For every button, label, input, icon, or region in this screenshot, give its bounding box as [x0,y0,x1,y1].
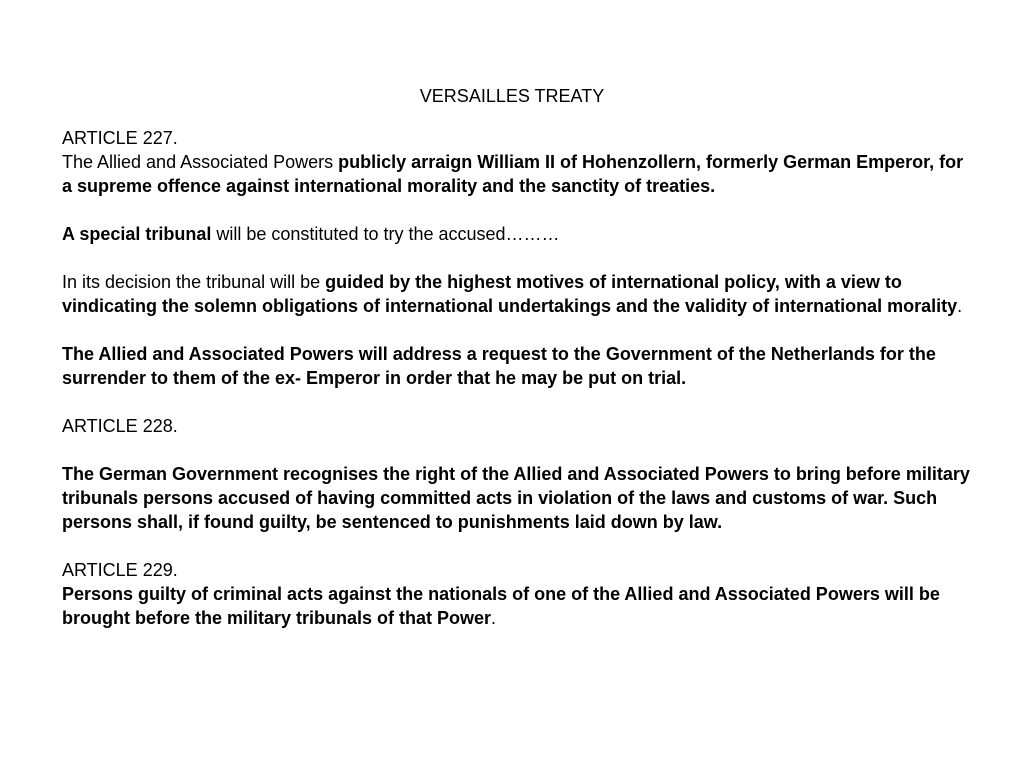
article-227-p3-end: . [957,296,963,316]
article-227-paragraph-1 [62,150,972,198]
article-228-heading: ARTICLE 228. [62,416,178,436]
spacer [62,318,972,342]
article-227-p3-normal: In its decision the tribunal will be [62,272,326,292]
spacer [62,390,972,414]
article-227-paragraph-3 [62,270,972,318]
article-227-p3-bold: guided by the highest motives of international policy, with a view to vindicating the solemn obligations of international undertakings and the validity of international morality [62,272,958,316]
article-227-p1-normal: The Allied and Associated Powers [62,152,339,172]
article-229-p1-bold: Persons guilty of criminal acts against the nationals of one of the Allied and Associated Powers will be brought before the military tribunals of that Power [62,584,940,628]
article-229-p1-end: . [491,608,497,628]
article-227-paragraph-2 [62,222,972,246]
article-227-paragraph-4 [62,342,972,390]
spacer [62,246,972,270]
article-228-paragraph-1 [62,462,972,534]
document-body [62,126,972,630]
article-229-paragraph-1 [62,582,972,630]
article-227-p2-normal: will be constituted to try the accused……… [211,224,560,244]
document-title: VERSAILLES TREATY [419,86,605,106]
spacer [62,438,972,462]
article-229-heading: ARTICLE 229. [62,560,178,580]
article-227-heading: ARTICLE 227. [62,128,178,148]
spacer [62,198,972,222]
article-228-p1-bold: The German Government recognises the right of the Allied and Associated Powers to bring before military tribunals persons accused of having committed acts in violation of the laws and customs of war. Such persons shall, if found guilty, be sentenced to punishments laid down by law. [62,464,970,532]
article-227-p4-bold: The Allied and Associated Powers will address a request to the Government of the Netherlands for the surrender to them of the ex- Emperor in order that he may be put on trial. [62,344,936,388]
article-227-p1-bold: publicly arraign William II of Hohenzollern, formerly German Emperor, for a supreme offence against international morality and the sanctity of treaties. [62,152,964,196]
spacer [62,534,972,558]
article-227-p2-bold: A special tribunal [62,224,212,244]
